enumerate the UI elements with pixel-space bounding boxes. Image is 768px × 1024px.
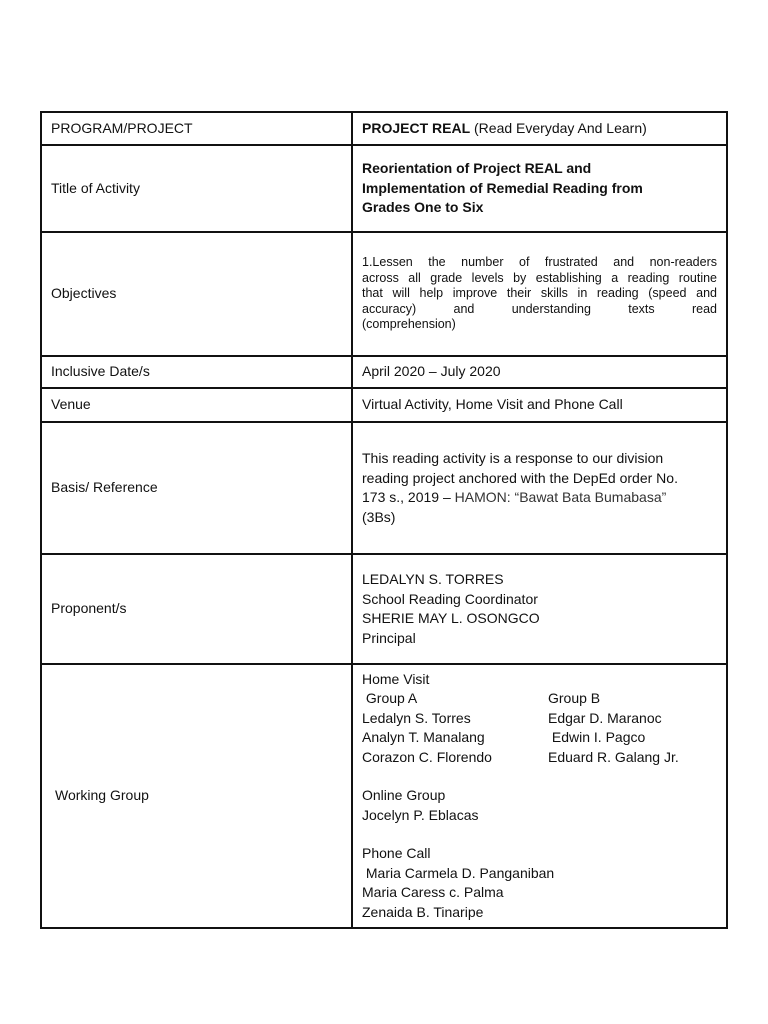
program-desc: (Read Everyday And Learn) bbox=[474, 119, 647, 136]
row-proponent bbox=[41, 554, 727, 664]
objectives-line: that will help improve their skills in reading (speed and bbox=[362, 286, 717, 301]
working-label-text: Working Group bbox=[55, 787, 149, 804]
title-line: Implementation of Remedial Reading from bbox=[362, 179, 643, 196]
group-a-heading: Group A bbox=[362, 690, 418, 707]
working-value bbox=[352, 664, 727, 928]
title-value bbox=[352, 145, 727, 232]
objectives-value bbox=[352, 232, 727, 356]
group-a-member: Corazon C. Florendo bbox=[362, 748, 492, 765]
basis-hamon: HAMON: “Bawat Bata Bumabasa” bbox=[454, 489, 667, 505]
group-a-member: Analyn T. Manalang bbox=[362, 729, 485, 746]
group-b-member: Eduard R. Galang Jr. bbox=[548, 748, 679, 765]
proponent-value bbox=[352, 554, 727, 664]
row-program bbox=[41, 112, 727, 145]
group-b-heading: Group B bbox=[548, 690, 601, 707]
basis-label: Basis/ Reference bbox=[41, 422, 352, 554]
group-row bbox=[362, 689, 717, 709]
basis-line: (3Bs) bbox=[362, 508, 396, 525]
dates-value: April 2020 – July 2020 bbox=[352, 356, 727, 388]
title-line: Grades One to Six bbox=[362, 199, 484, 216]
home-visit-heading: Home Visit bbox=[362, 670, 430, 687]
proponent-line: Principal bbox=[362, 629, 416, 646]
phone-member: Maria Caress c. Palma bbox=[362, 884, 504, 901]
group-row bbox=[362, 728, 717, 748]
working-label bbox=[41, 664, 352, 928]
row-basis bbox=[41, 422, 727, 554]
phone-heading: Phone Call bbox=[362, 845, 431, 862]
objectives-line: 1.Lessen the number of frustrated and non-readers bbox=[362, 255, 717, 270]
row-objectives bbox=[41, 232, 727, 356]
activity-table bbox=[40, 111, 728, 929]
row-dates bbox=[41, 356, 727, 388]
group-row bbox=[362, 748, 717, 768]
row-working-group bbox=[41, 664, 727, 928]
group-b-member: Edwin I. Pagco bbox=[548, 729, 646, 746]
online-member: Jocelyn P. Eblacas bbox=[362, 806, 479, 823]
proponent-line: LEDALYN S. TORRES bbox=[362, 571, 504, 587]
venue-label: Venue bbox=[41, 388, 352, 422]
basis-line bbox=[362, 488, 717, 508]
row-venue bbox=[41, 388, 727, 422]
group-row bbox=[362, 709, 717, 729]
proponent-line: School Reading Coordinator bbox=[362, 590, 538, 607]
proponent-line: SHERIE MAY L. OSONGCO bbox=[362, 610, 540, 626]
title-label: Title of Activity bbox=[41, 145, 352, 232]
program-name: PROJECT REAL bbox=[362, 119, 471, 136]
title-line: Reorientation of Project REAL and bbox=[362, 160, 592, 177]
objectives-line: (comprehension) bbox=[362, 317, 456, 332]
basis-value bbox=[352, 422, 727, 554]
row-title bbox=[41, 145, 727, 232]
objectives-line: accuracy) and understanding texts read bbox=[362, 301, 717, 316]
basis-order: 173 s., 2019 – bbox=[362, 489, 455, 505]
program-value bbox=[352, 112, 727, 145]
group-a-member: Ledalyn S. Torres bbox=[362, 709, 471, 726]
online-heading: Online Group bbox=[362, 787, 446, 804]
dates-label: Inclusive Date/s bbox=[41, 356, 352, 388]
group-b-member: Edgar D. Maranoc bbox=[548, 709, 662, 726]
objectives-label: Objectives bbox=[41, 232, 352, 356]
objectives-line: across all grade levels by establishing a reading routine bbox=[362, 270, 717, 285]
basis-line: This reading activity is a response to our division bbox=[362, 450, 664, 466]
basis-line: reading project anchored with the DepEd order No. bbox=[362, 469, 678, 486]
phone-member: Zenaida B. Tinaripe bbox=[362, 903, 484, 920]
phone-member: Maria Carmela D. Panganiban bbox=[362, 864, 555, 881]
venue-value: Virtual Activity, Home Visit and Phone Call bbox=[352, 388, 727, 422]
proponent-label: Proponent/s bbox=[41, 554, 352, 664]
program-label: PROGRAM/PROJECT bbox=[41, 112, 352, 145]
